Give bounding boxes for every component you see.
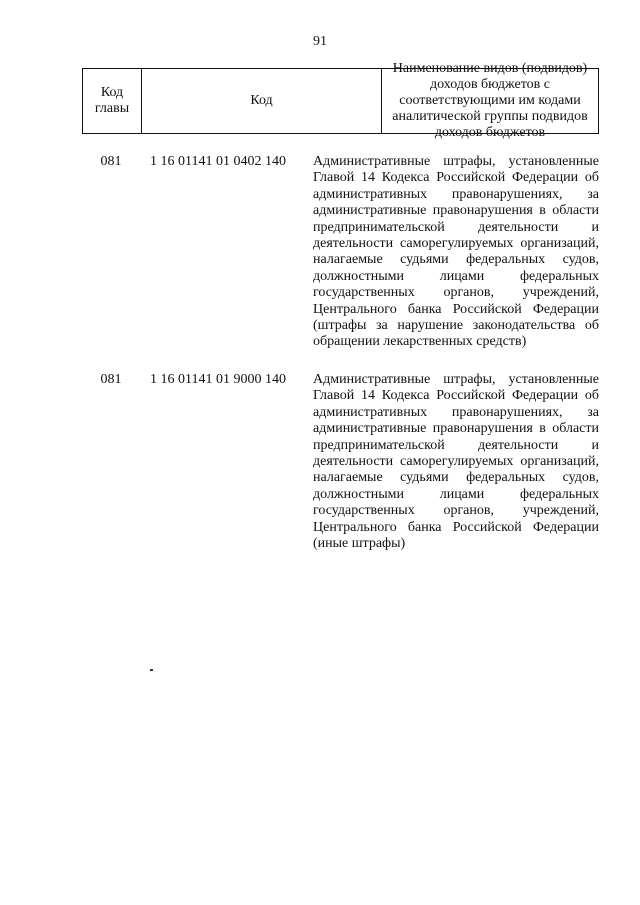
row-description: Административные штрафы, установленные Главой 14 Кодекса Российской Федерации об административных правонарушениях, за административные правонарушения в области предпринимательской деятельности и деятельности саморегулируемых организаций, налагаемые судьями федеральных судов, должностными лицами федеральных государственных органов, учреждений, Центрального банка Российской Федерации (иные штрафы) <box>313 372 599 552</box>
stray-mark <box>150 669 153 671</box>
row-code: 1 16 01141 01 0402 140 <box>150 154 286 169</box>
page-number: 91 <box>313 34 327 49</box>
row-description: Административные штрафы, установленные Главой 14 Кодекса Российской Федерации об административных правонарушениях, за административные правонарушения в области предпринимательской деятельности и деятельности саморегулируемых организаций, налагаемые судьями федеральных судов, должностными лицами федеральных государственных органов, учреждений, Центрального банка Российской Федерации (штрафы за нарушение законодательства об обращении лекарственных средств) <box>313 154 599 350</box>
row-chapter-code: 081 <box>100 154 122 169</box>
table-header <box>82 61 599 140</box>
row-chapter-code: 081 <box>100 372 122 387</box>
header-chapter-code: Код главы <box>94 85 130 116</box>
row-code: 1 16 01141 01 9000 140 <box>150 372 286 387</box>
header-name: Наименование видов (подвидов) доходов бюджетов с соответствующими им кодами аналитической группы подвидов доходов бюджетов <box>381 69 598 133</box>
header-code: Код <box>141 69 381 133</box>
